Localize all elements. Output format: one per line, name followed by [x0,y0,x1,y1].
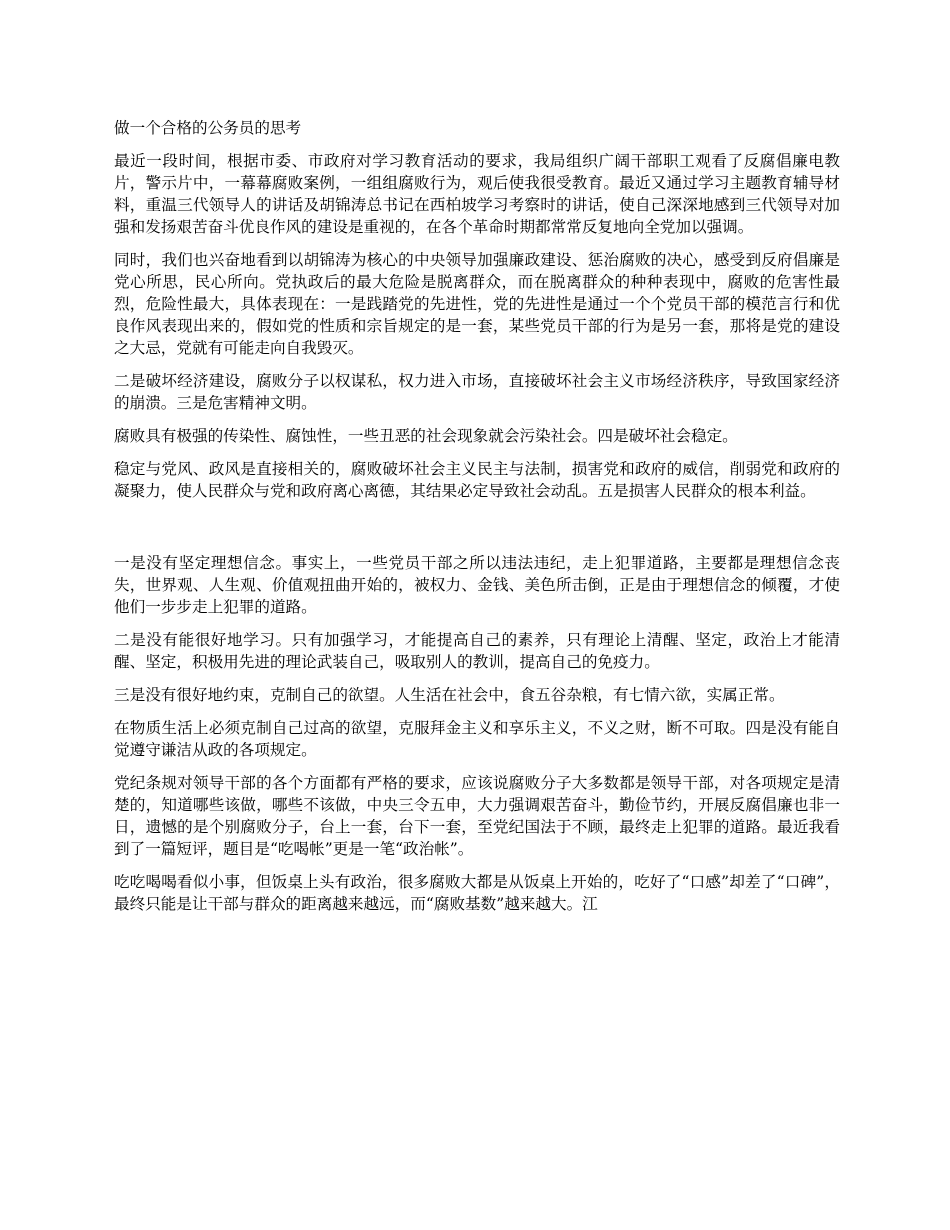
document-page [114,117,840,926]
paragraph: 二是没有能很好地学习。只有加强学习，才能提高自己的素养，只有理论上清醒、坚定，政治上才能清醒、坚定，积极用先进的理论武装自己，吸取别人的教训，提高自己的免疫力。 [114,631,840,671]
paragraph: 三是没有很好地约束，克制自己的欲望。人生活在社会中，食五谷杂粮，有七情六欲，实属正常。 [114,686,785,704]
paragraph: 最近一段时间，根据市委、市政府对学习教育活动的要求，我局组织广阔干部职工观看了反腐倡廉电教片，警示片中，一幕幕腐败案例，一组组腐败行为，观后使我很受教育。最近又通过学习主题教育辅导材料，重温三代领导人的讲话及胡锦涛总书记在西柏坡学习考察时的讲话，使自己深深地感到三代领导对加强和发扬艰苦奋斗优良作风的建设是重视的，在各个革命时期都常常反复地向全党加以强调。 [114,152,840,236]
paragraph: 稳定与党风、政风是直接相关的，腐败破坏社会主义民主与法制，损害党和政府的威信，削弱党和政府的凝聚力，使人民群众与党和政府离心离德，其结果必定导致社会动乱。五是损害人民群众的根本利益。 [114,460,840,500]
section-gap [114,513,840,552]
paragraph: 吃吃喝喝看似小事，但饭桌上头有政治，很多腐败大都是从饭桌上开始的，吃好了“口感”却差了“口碑”，最终只能是让干部与群众的距离越来越远，而“腐败基数”越来越大。江 [114,873,840,913]
document-title: 做一个合格的公务员的思考 [114,119,302,137]
paragraph: 在物质生活上必须克制自己过高的欲望，克服拜金主义和享乐主义，不义之财，断不可取。四是没有能自觉遵守谦洁从政的各项规定。 [114,719,840,759]
paragraph: 腐败具有极强的传染性、腐蚀性，一些丑恶的社会现象就会污染社会。四是破坏社会稳定。 [114,427,738,445]
paragraph: 同时，我们也兴奋地看到以胡锦涛为核心的中央领导加强廉政建设、惩治腐败的决心，感受到反府倡廉是党心所思，民心所向。党执政后的最大危险是脱离群众，而在脱离群众的种种表现中，腐败的危害性最烈，危险性最大，具体表现在：一是践踏党的先进性，党的先进性是通过一个个党员干部的模范言行和优良作风表现出来的，假如党的性质和宗旨规定的是一套，某些党员干部的行为是另一套，那将是党的建设之大忌，党就有可能走向自我毁灭。 [114,251,840,357]
paragraph: 二是破坏经济建设，腐败分子以权谋私，权力进入市场，直接破坏社会主义市场经济秩序，导致国家经济的崩溃。三是危害精神文明。 [114,372,840,412]
paragraph: 一是没有坚定理想信念。事实上，一些党员干部之所以违法违纪，走上犯罪道路，主要都是理想信念丧失，世界观、人生观、价值观扭曲开始的，被权力、金钱、美色所击倒，正是由于理想信念的倾覆，才使他们一步步走上犯罪的道路。 [114,554,840,616]
paragraph: 党纪条规对领导干部的各个方面都有严格的要求，应该说腐败分子大多数都是领导干部，对各项规定是清楚的，知道哪些该做，哪些不该做，中央三令五申，大力强调艰苦奋斗，勤俭节约，开展反腐倡廉也非一日，遗憾的是个别腐败分子，台上一套，台下一套，至党纪国法于不顾，最终走上犯罪的道路。最近我看到了一篇短评，题目是“吃喝帐”更是一笔“政治帐”。 [114,774,840,858]
